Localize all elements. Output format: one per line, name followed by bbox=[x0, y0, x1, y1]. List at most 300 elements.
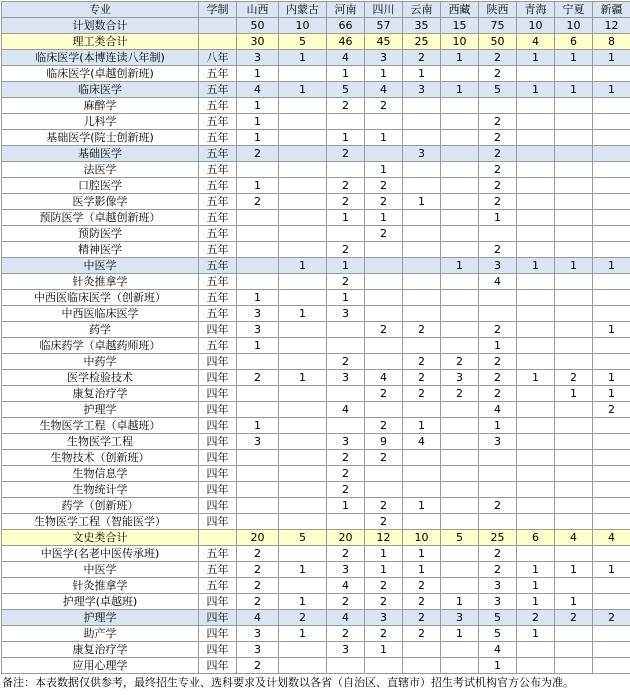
quota-cell bbox=[237, 482, 279, 498]
quota-cell: 3 bbox=[237, 50, 279, 66]
quota-cell: 10 bbox=[441, 34, 479, 50]
quota-cell bbox=[403, 98, 441, 114]
quota-cell bbox=[237, 402, 279, 418]
quota-cell bbox=[593, 66, 630, 82]
quota-cell: 5 bbox=[279, 34, 327, 50]
quota-cell bbox=[593, 226, 630, 242]
quota-cell bbox=[517, 658, 555, 674]
quota-cell: 2 bbox=[479, 146, 517, 162]
quota-cell bbox=[517, 498, 555, 514]
major-name: 针灸推拿学 bbox=[2, 578, 199, 594]
duration-cell: 五年 bbox=[199, 146, 237, 162]
table-row bbox=[2, 626, 630, 642]
quota-cell bbox=[593, 114, 630, 130]
quota-cell bbox=[555, 338, 593, 354]
quota-cell: 9 bbox=[365, 434, 403, 450]
quota-cell bbox=[441, 226, 479, 242]
header-province: 西藏 bbox=[441, 2, 479, 18]
quota-cell bbox=[593, 194, 630, 210]
quota-cell: 5 bbox=[479, 610, 517, 626]
header-province: 新疆 bbox=[593, 2, 630, 18]
table-row bbox=[2, 130, 630, 146]
quota-cell: 2 bbox=[479, 114, 517, 130]
quota-cell bbox=[555, 546, 593, 562]
quota-cell: 1 bbox=[279, 626, 327, 642]
quota-cell bbox=[555, 578, 593, 594]
quota-cell bbox=[279, 418, 327, 434]
quota-cell bbox=[593, 242, 630, 258]
quota-cell: 1 bbox=[517, 562, 555, 578]
header-row bbox=[2, 2, 630, 18]
duration-cell: 四年 bbox=[199, 354, 237, 370]
quota-cell: 2 bbox=[479, 242, 517, 258]
quota-cell: 2 bbox=[479, 50, 517, 66]
quota-cell bbox=[327, 386, 365, 402]
duration-cell bbox=[199, 18, 237, 34]
quota-cell bbox=[403, 450, 441, 466]
table-row bbox=[2, 258, 630, 274]
major-name: 康复治疗学 bbox=[2, 386, 199, 402]
quota-cell bbox=[279, 162, 327, 178]
quota-cell: 1 bbox=[365, 210, 403, 226]
quota-cell bbox=[327, 514, 365, 530]
table-body bbox=[2, 2, 630, 674]
quota-cell bbox=[517, 242, 555, 258]
table-row bbox=[2, 290, 630, 306]
quota-cell: 1 bbox=[441, 594, 479, 610]
major-name: 助产学 bbox=[2, 626, 199, 642]
quota-cell: 1 bbox=[365, 546, 403, 562]
quota-cell bbox=[365, 658, 403, 674]
quota-cell bbox=[555, 162, 593, 178]
quota-cell: 1 bbox=[237, 98, 279, 114]
quota-cell bbox=[237, 354, 279, 370]
major-name: 临床医学 bbox=[2, 82, 199, 98]
quota-cell bbox=[365, 290, 403, 306]
quota-cell: 2 bbox=[479, 546, 517, 562]
quota-cell: 4 bbox=[327, 610, 365, 626]
quota-cell: 3 bbox=[365, 50, 403, 66]
quota-cell bbox=[441, 562, 479, 578]
quota-cell bbox=[237, 210, 279, 226]
table-row bbox=[2, 306, 630, 322]
quota-cell: 1 bbox=[403, 66, 441, 82]
quota-cell: 1 bbox=[237, 130, 279, 146]
duration-cell: 八年 bbox=[199, 50, 237, 66]
quota-cell: 2 bbox=[327, 146, 365, 162]
quota-cell bbox=[403, 514, 441, 530]
duration-cell: 五年 bbox=[199, 194, 237, 210]
quota-cell: 25 bbox=[403, 34, 441, 50]
quota-cell bbox=[237, 258, 279, 274]
quota-cell: 2 bbox=[441, 386, 479, 402]
quota-cell bbox=[441, 418, 479, 434]
table-row bbox=[2, 418, 630, 434]
major-name: 康复治疗学 bbox=[2, 642, 199, 658]
quota-cell: 2 bbox=[365, 498, 403, 514]
duration-cell: 五年 bbox=[199, 178, 237, 194]
table-row bbox=[2, 226, 630, 242]
quota-cell bbox=[555, 114, 593, 130]
quota-cell bbox=[279, 322, 327, 338]
quota-cell bbox=[441, 194, 479, 210]
quota-cell: 1 bbox=[593, 258, 630, 274]
duration-cell: 五年 bbox=[199, 306, 237, 322]
quota-cell bbox=[279, 658, 327, 674]
quota-cell bbox=[555, 98, 593, 114]
quota-cell: 6 bbox=[555, 34, 593, 50]
quota-cell bbox=[555, 418, 593, 434]
quota-cell bbox=[517, 306, 555, 322]
quota-cell: 1 bbox=[593, 50, 630, 66]
quota-cell bbox=[237, 242, 279, 258]
header-province: 云南 bbox=[403, 2, 441, 18]
quota-cell: 1 bbox=[237, 178, 279, 194]
table-row bbox=[2, 338, 630, 354]
quota-cell bbox=[441, 290, 479, 306]
major-name: 临床医学(本博连读八年制) bbox=[2, 50, 199, 66]
quota-cell: 1 bbox=[237, 418, 279, 434]
quota-cell: 2 bbox=[403, 386, 441, 402]
quota-cell bbox=[517, 514, 555, 530]
table-row bbox=[2, 370, 630, 386]
quota-cell bbox=[279, 514, 327, 530]
quota-cell bbox=[279, 114, 327, 130]
table-row bbox=[2, 434, 630, 450]
quota-cell: 2 bbox=[365, 594, 403, 610]
quota-cell bbox=[593, 338, 630, 354]
quota-cell: 4 bbox=[403, 434, 441, 450]
quota-cell: 2 bbox=[479, 130, 517, 146]
quota-cell bbox=[555, 482, 593, 498]
table-row bbox=[2, 546, 630, 562]
quota-cell: 1 bbox=[403, 498, 441, 514]
table-row bbox=[2, 562, 630, 578]
quota-cell: 1 bbox=[441, 50, 479, 66]
quota-cell bbox=[593, 466, 630, 482]
quota-cell: 2 bbox=[403, 322, 441, 338]
quota-cell: 1 bbox=[237, 338, 279, 354]
duration-cell: 四年 bbox=[199, 466, 237, 482]
quota-cell bbox=[593, 306, 630, 322]
quota-cell: 1 bbox=[279, 562, 327, 578]
quota-cell bbox=[479, 450, 517, 466]
quota-cell: 1 bbox=[365, 130, 403, 146]
quota-cell: 4 bbox=[327, 50, 365, 66]
quota-cell: 25 bbox=[479, 530, 517, 546]
quota-cell bbox=[517, 146, 555, 162]
quota-cell bbox=[441, 146, 479, 162]
quota-cell: 1 bbox=[517, 578, 555, 594]
quota-cell bbox=[593, 178, 630, 194]
major-name: 药学（创新班） bbox=[2, 498, 199, 514]
quota-cell bbox=[403, 226, 441, 242]
quota-cell: 1 bbox=[555, 594, 593, 610]
quota-cell: 3 bbox=[479, 594, 517, 610]
table-row bbox=[2, 194, 630, 210]
quota-cell bbox=[593, 578, 630, 594]
major-name: 基础医学 bbox=[2, 146, 199, 162]
quota-cell: 1 bbox=[555, 258, 593, 274]
major-name: 生物医学工程（智能医学） bbox=[2, 514, 199, 530]
quota-cell: 1 bbox=[403, 418, 441, 434]
quota-cell: 2 bbox=[279, 610, 327, 626]
major-name: 中医学(名老中医传承班) bbox=[2, 546, 199, 562]
quota-cell: 1 bbox=[517, 82, 555, 98]
quota-cell bbox=[517, 642, 555, 658]
major-name: 生物医学工程（卓越班） bbox=[2, 418, 199, 434]
quota-cell: 35 bbox=[403, 18, 441, 34]
quota-cell: 12 bbox=[365, 530, 403, 546]
quota-cell bbox=[403, 306, 441, 322]
quota-cell bbox=[403, 178, 441, 194]
quota-cell: 2 bbox=[479, 562, 517, 578]
quota-cell bbox=[279, 450, 327, 466]
duration-cell: 五年 bbox=[199, 114, 237, 130]
quota-cell: 75 bbox=[479, 18, 517, 34]
quota-cell bbox=[593, 594, 630, 610]
quota-cell: 1 bbox=[327, 130, 365, 146]
quota-cell bbox=[403, 402, 441, 418]
quota-cell bbox=[327, 418, 365, 434]
quota-cell: 2 bbox=[327, 626, 365, 642]
quota-cell bbox=[593, 290, 630, 306]
quota-cell: 1 bbox=[441, 258, 479, 274]
quota-cell bbox=[555, 130, 593, 146]
quota-cell: 20 bbox=[327, 530, 365, 546]
major-name: 护理学(卓越班) bbox=[2, 594, 199, 610]
quota-cell: 3 bbox=[479, 434, 517, 450]
major-name: 医学检验技术 bbox=[2, 370, 199, 386]
quota-cell bbox=[441, 450, 479, 466]
duration-cell: 四年 bbox=[199, 594, 237, 610]
quota-cell: 1 bbox=[593, 370, 630, 386]
quota-cell: 1 bbox=[279, 594, 327, 610]
header-province: 四川 bbox=[365, 2, 403, 18]
quota-cell bbox=[237, 466, 279, 482]
quota-cell bbox=[279, 642, 327, 658]
quota-cell: 2 bbox=[403, 578, 441, 594]
quota-cell: 3 bbox=[403, 146, 441, 162]
quota-cell: 4 bbox=[593, 530, 630, 546]
quota-cell bbox=[593, 354, 630, 370]
quota-cell: 46 bbox=[327, 34, 365, 50]
quota-cell bbox=[365, 354, 403, 370]
duration-cell: 五年 bbox=[199, 98, 237, 114]
quota-cell: 3 bbox=[237, 306, 279, 322]
duration-cell: 四年 bbox=[199, 514, 237, 530]
quota-cell bbox=[237, 226, 279, 242]
table-row bbox=[2, 322, 630, 338]
quota-cell: 2 bbox=[479, 194, 517, 210]
quota-cell bbox=[441, 642, 479, 658]
quota-cell: 2 bbox=[479, 354, 517, 370]
quota-cell bbox=[403, 210, 441, 226]
quota-cell bbox=[517, 418, 555, 434]
quota-cell: 1 bbox=[279, 82, 327, 98]
quota-cell bbox=[593, 146, 630, 162]
quota-cell: 1 bbox=[237, 66, 279, 82]
quota-cell bbox=[279, 194, 327, 210]
quota-cell: 2 bbox=[479, 66, 517, 82]
quota-cell bbox=[279, 546, 327, 562]
duration-cell: 五年 bbox=[199, 226, 237, 242]
quota-cell: 66 bbox=[327, 18, 365, 34]
table-row bbox=[2, 450, 630, 466]
quota-cell: 15 bbox=[441, 18, 479, 34]
quota-cell: 20 bbox=[237, 530, 279, 546]
quota-cell: 2 bbox=[365, 226, 403, 242]
quota-cell bbox=[555, 178, 593, 194]
quota-cell: 2 bbox=[403, 370, 441, 386]
quota-cell bbox=[517, 162, 555, 178]
duration-cell: 五年 bbox=[199, 210, 237, 226]
table-row bbox=[2, 642, 630, 658]
quota-cell bbox=[555, 402, 593, 418]
quota-cell bbox=[555, 322, 593, 338]
major-name: 临床医学(卓越创新班) bbox=[2, 66, 199, 82]
major-name: 生物技术（创新班） bbox=[2, 450, 199, 466]
quota-cell bbox=[593, 98, 630, 114]
quota-cell bbox=[441, 466, 479, 482]
quota-cell bbox=[479, 98, 517, 114]
duration-cell: 四年 bbox=[199, 482, 237, 498]
quota-cell: 2 bbox=[365, 626, 403, 642]
quota-cell: 10 bbox=[279, 18, 327, 34]
quota-cell: 1 bbox=[593, 386, 630, 402]
quota-cell bbox=[237, 386, 279, 402]
quota-cell bbox=[403, 658, 441, 674]
quota-cell bbox=[517, 546, 555, 562]
quota-cell: 2 bbox=[327, 450, 365, 466]
major-name: 中医学 bbox=[2, 258, 199, 274]
quota-cell: 2 bbox=[403, 626, 441, 642]
quota-cell: 2 bbox=[555, 370, 593, 386]
quota-cell bbox=[593, 498, 630, 514]
quota-cell: 2 bbox=[327, 594, 365, 610]
quota-cell: 2 bbox=[237, 578, 279, 594]
quota-cell: 1 bbox=[593, 562, 630, 578]
quota-cell bbox=[479, 482, 517, 498]
quota-cell bbox=[593, 418, 630, 434]
quota-cell: 3 bbox=[237, 434, 279, 450]
major-name: 护理学 bbox=[2, 610, 199, 626]
table-row bbox=[2, 50, 630, 66]
quota-cell: 2 bbox=[479, 178, 517, 194]
major-name: 预防医学 bbox=[2, 226, 199, 242]
quota-cell: 1 bbox=[279, 50, 327, 66]
quota-cell: 2 bbox=[479, 386, 517, 402]
quota-cell bbox=[403, 338, 441, 354]
quota-cell bbox=[279, 498, 327, 514]
quota-cell bbox=[517, 210, 555, 226]
section-total-row bbox=[2, 34, 630, 50]
quota-cell bbox=[403, 258, 441, 274]
quota-cell: 2 bbox=[517, 610, 555, 626]
quota-cell: 4 bbox=[479, 402, 517, 418]
duration-cell: 五年 bbox=[199, 66, 237, 82]
duration-cell: 四年 bbox=[199, 370, 237, 386]
quota-cell bbox=[327, 338, 365, 354]
quota-cell: 5 bbox=[479, 82, 517, 98]
quota-cell: 3 bbox=[479, 258, 517, 274]
quota-cell: 2 bbox=[555, 610, 593, 626]
quota-cell: 1 bbox=[327, 210, 365, 226]
quota-cell: 6 bbox=[517, 530, 555, 546]
quota-cell: 1 bbox=[479, 338, 517, 354]
quota-cell bbox=[555, 290, 593, 306]
major-name: 生物信息学 bbox=[2, 466, 199, 482]
quota-cell bbox=[403, 162, 441, 178]
quota-cell bbox=[517, 274, 555, 290]
quota-cell: 1 bbox=[237, 114, 279, 130]
quota-cell bbox=[279, 578, 327, 594]
quota-cell bbox=[279, 226, 327, 242]
quota-cell: 3 bbox=[237, 642, 279, 658]
quota-cell: 1 bbox=[517, 594, 555, 610]
quota-cell bbox=[517, 290, 555, 306]
quota-cell bbox=[441, 274, 479, 290]
major-name: 预防医学（卓越创新班） bbox=[2, 210, 199, 226]
quota-cell: 1 bbox=[327, 66, 365, 82]
table-row bbox=[2, 66, 630, 82]
quota-cell: 1 bbox=[593, 82, 630, 98]
quota-cell: 1 bbox=[365, 642, 403, 658]
quota-cell bbox=[279, 242, 327, 258]
major-name: 中医学 bbox=[2, 562, 199, 578]
section-total-row bbox=[2, 530, 630, 546]
quota-cell: 2 bbox=[237, 562, 279, 578]
quota-cell bbox=[517, 322, 555, 338]
quota-cell bbox=[517, 482, 555, 498]
quota-cell: 2 bbox=[365, 418, 403, 434]
duration-cell: 五年 bbox=[199, 130, 237, 146]
quota-cell: 2 bbox=[365, 386, 403, 402]
quota-cell: 1 bbox=[279, 370, 327, 386]
quota-cell bbox=[441, 322, 479, 338]
quota-cell bbox=[517, 338, 555, 354]
quota-cell: 3 bbox=[441, 370, 479, 386]
quota-cell: 2 bbox=[403, 354, 441, 370]
quota-cell: 1 bbox=[237, 290, 279, 306]
header-province: 宁夏 bbox=[555, 2, 593, 18]
quota-cell: 2 bbox=[479, 162, 517, 178]
quota-cell bbox=[517, 98, 555, 114]
duration-cell: 四年 bbox=[199, 498, 237, 514]
quota-cell: 2 bbox=[327, 466, 365, 482]
quota-cell: 1 bbox=[517, 258, 555, 274]
quota-cell bbox=[327, 114, 365, 130]
quota-cell: 2 bbox=[365, 322, 403, 338]
quota-cell bbox=[441, 242, 479, 258]
quota-cell: 45 bbox=[365, 34, 403, 50]
quota-cell bbox=[517, 226, 555, 242]
quota-cell bbox=[327, 322, 365, 338]
quota-cell: 4 bbox=[479, 642, 517, 658]
quota-cell bbox=[403, 642, 441, 658]
quota-cell: 2 bbox=[365, 178, 403, 194]
quota-cell bbox=[555, 66, 593, 82]
major-name: 中西医临床医学（创新班） bbox=[2, 290, 199, 306]
quota-cell bbox=[555, 226, 593, 242]
table-row bbox=[2, 386, 630, 402]
quota-cell: 3 bbox=[365, 610, 403, 626]
duration-cell: 五年 bbox=[199, 578, 237, 594]
quota-cell bbox=[365, 114, 403, 130]
quota-cell: 2 bbox=[327, 194, 365, 210]
major-name: 口腔医学 bbox=[2, 178, 199, 194]
quota-cell bbox=[279, 178, 327, 194]
